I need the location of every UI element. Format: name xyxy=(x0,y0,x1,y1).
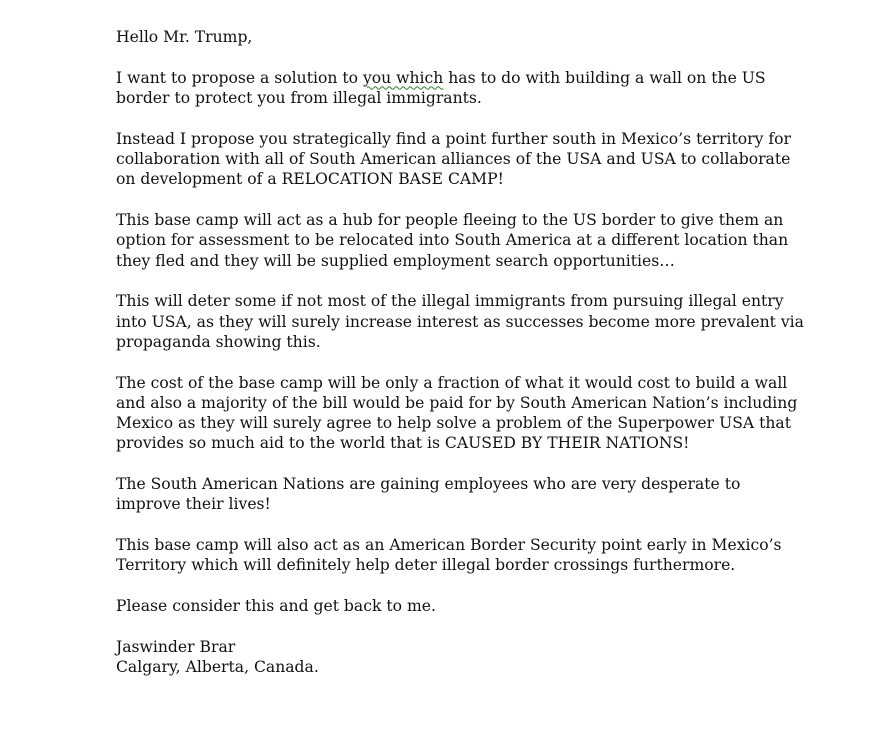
paragraph-line: This base camp will act as a hub for people fleeing to the US border to give them an xyxy=(116,210,784,229)
paragraph-line: and also a majority of the bill would be paid for by South American Nation’s including xyxy=(116,393,798,412)
paragraph-proposal xyxy=(116,68,816,109)
paragraph-line: The South American Nations are gaining employees who are very desperate to xyxy=(116,475,741,494)
paragraph-line: Mexico as they will surely agree to help solve a problem of the Superpower USA that xyxy=(116,414,791,433)
paragraph-line: Instead I propose you strategically find a point further south in Mexico’s territory for xyxy=(116,129,791,148)
signature-location: Calgary, Alberta, Canada. xyxy=(116,658,319,677)
paragraph-line: on development of a RELOCATION BASE CAMP! xyxy=(116,170,504,189)
paragraph-cost xyxy=(116,373,816,454)
paragraph-line xyxy=(116,68,816,88)
paragraph-line: option for assessment to be relocated into South America at a different location than xyxy=(116,231,789,250)
paragraph-line: into USA, as they will surely increase interest as successes become more prevalent via xyxy=(116,312,804,331)
paragraph-line: This will deter some if not most of the illegal immigrants from pursuing illegal entry xyxy=(116,292,784,311)
greeting-line: Hello Mr. Trump, xyxy=(116,28,253,46)
signature-block xyxy=(116,637,816,678)
closing-line: Please consider this and get back to me. xyxy=(116,597,436,616)
paragraph-line: Territory which will definitely help deter illegal border crossings furthermore. xyxy=(116,556,736,575)
grammar-flagged-text: you which xyxy=(362,68,444,87)
paragraph-line: provides so much aid to the world that is CAUSED BY THEIR NATIONS! xyxy=(116,434,690,453)
greeting xyxy=(116,27,816,47)
signature-name: Jaswinder Brar xyxy=(116,637,236,656)
paragraph-line: This base camp will also act as an American Border Security point early in Mexico’s xyxy=(116,536,782,555)
paragraph-line: The cost of the base camp will be only a fraction of what it would cost to build a wall xyxy=(116,373,788,392)
closing xyxy=(116,596,816,616)
paragraph-border-security xyxy=(116,535,816,576)
letter-document xyxy=(116,27,816,677)
paragraph-line: propaganda showing this. xyxy=(116,332,321,351)
paragraph-line: collaboration with all of South American alliances of the USA and USA to collaborate xyxy=(116,149,791,168)
paragraph-hub xyxy=(116,210,816,271)
paragraph-line: improve their lives! xyxy=(116,495,271,514)
text-segment: has to do with building a wall on the US xyxy=(443,68,766,87)
paragraph-line: border to protect you from illegal immigrants. xyxy=(116,88,482,107)
text-segment: I want to propose a solution to xyxy=(116,68,363,87)
paragraph-employees xyxy=(116,474,816,515)
paragraph-relocation-base-camp xyxy=(116,129,816,190)
paragraph-line: they fled and they will be supplied employment search opportunities… xyxy=(116,251,675,270)
paragraph-deterrence xyxy=(116,291,816,352)
